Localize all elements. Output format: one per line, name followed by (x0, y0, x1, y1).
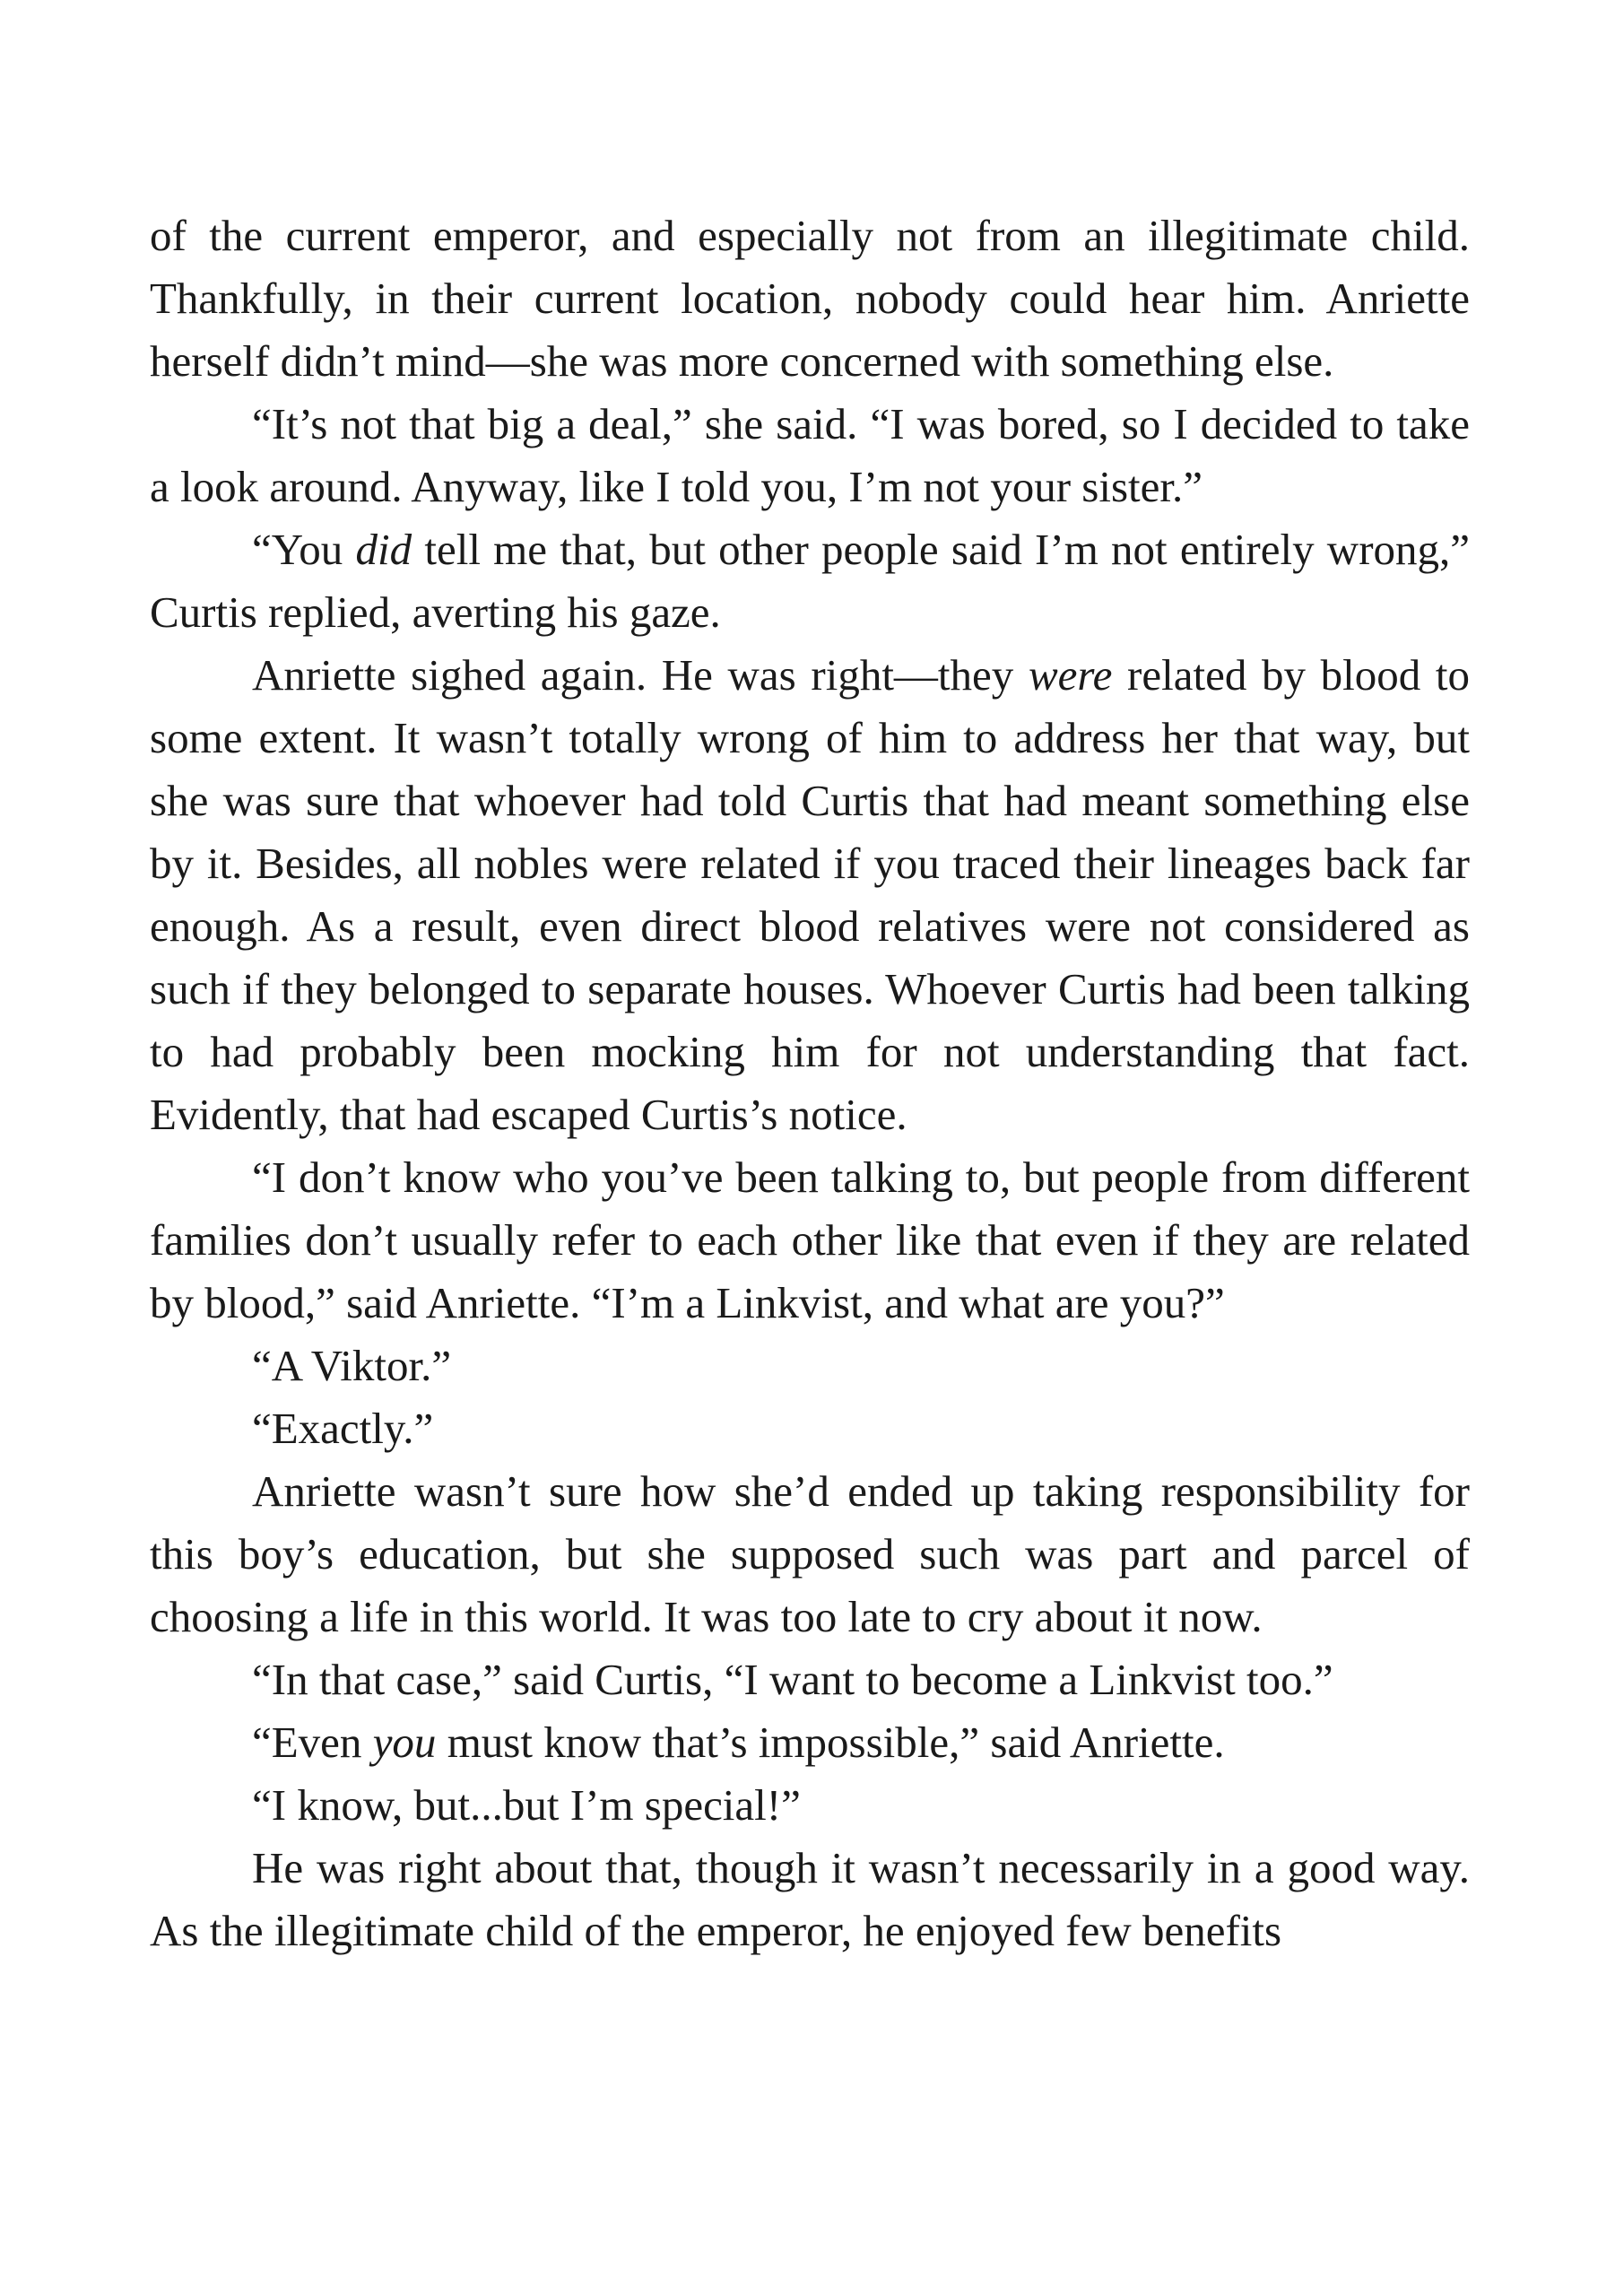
paragraph (150, 1397, 1470, 1460)
paragraph (150, 1837, 1470, 1962)
paragraph (150, 1146, 1470, 1335)
paragraph (150, 1648, 1470, 1711)
paragraph-text: Anriette wasn’t sure how she’d ended up taking responsibility for this boy’s education, but she supposed such was part and parcel of choosing a life in this world. It was too late to cry about it now. (150, 1466, 1470, 1641)
paragraph-text: Anriette sighed again. He was right—they (252, 650, 1029, 700)
paragraph (150, 518, 1470, 644)
paragraph-text: “I don’t know who you’ve been talking to, but people from different families don’t usually refer to each other like that even if they are related by blood,” said Anriette. “I’m a Linkvist, and what are you?” (150, 1152, 1470, 1327)
paragraph-text: He was right about that, though it wasn’t necessarily in a good way. As the illegitimate child of the emperor, he enjoyed few benefits (150, 1843, 1470, 1955)
paragraph-text: “In that case,” said Curtis, “I want to become a Linkvist too.” (252, 1655, 1333, 1704)
paragraph-text: “A Viktor.” (252, 1341, 452, 1390)
italic-text: were (1028, 650, 1113, 700)
paragraph (150, 1335, 1470, 1397)
paragraph-text: of the current emperor, and especially not from an illegitimate child. Thankfully, in their current location, nobody could hear him. Anriette herself didn’t mind—she was more concerned with something else. (150, 211, 1470, 386)
paragraph (150, 393, 1470, 518)
paragraph-text: “You (252, 525, 356, 574)
paragraph-text: “I know, but...but I’m special!” (252, 1780, 801, 1830)
paragraph-text: related by blood to some extent. It wasn’t totally wrong of him to address her that way, but she was sure that whoever had told Curtis that had meant something else by it. Besides, all nobles were related if you traced their lineages back far enough. As a result, even direct blood relatives were not considered as such if they belonged to separate houses. Whoever Curtis had been talking to had probably been mocking him for not understanding that fact. Evidently, that had escaped Curtis’s notice. (150, 650, 1470, 1139)
paragraph (150, 1774, 1470, 1837)
paragraph (150, 644, 1470, 1146)
paragraph (150, 1460, 1470, 1648)
italic-text: did (355, 525, 412, 574)
paragraph (150, 1711, 1470, 1774)
paragraph-text: tell me that, but other people said I’m not entirely wrong,” Curtis replied, averting his gaze. (150, 525, 1471, 637)
italic-text: you (372, 1718, 437, 1767)
body-text (150, 204, 1470, 1962)
paragraph-text: “Exactly.” (252, 1404, 434, 1453)
paragraph-text: must know that’s impossible,” said Anriette. (436, 1718, 1225, 1767)
paragraph-text: “Even (252, 1718, 373, 1767)
paragraph-text: “It’s not that big a deal,” she said. “I was bored, so I decided to take a look around. Anyway, like I told you, I’m not your sister.” (150, 399, 1470, 511)
paragraph (150, 204, 1470, 393)
